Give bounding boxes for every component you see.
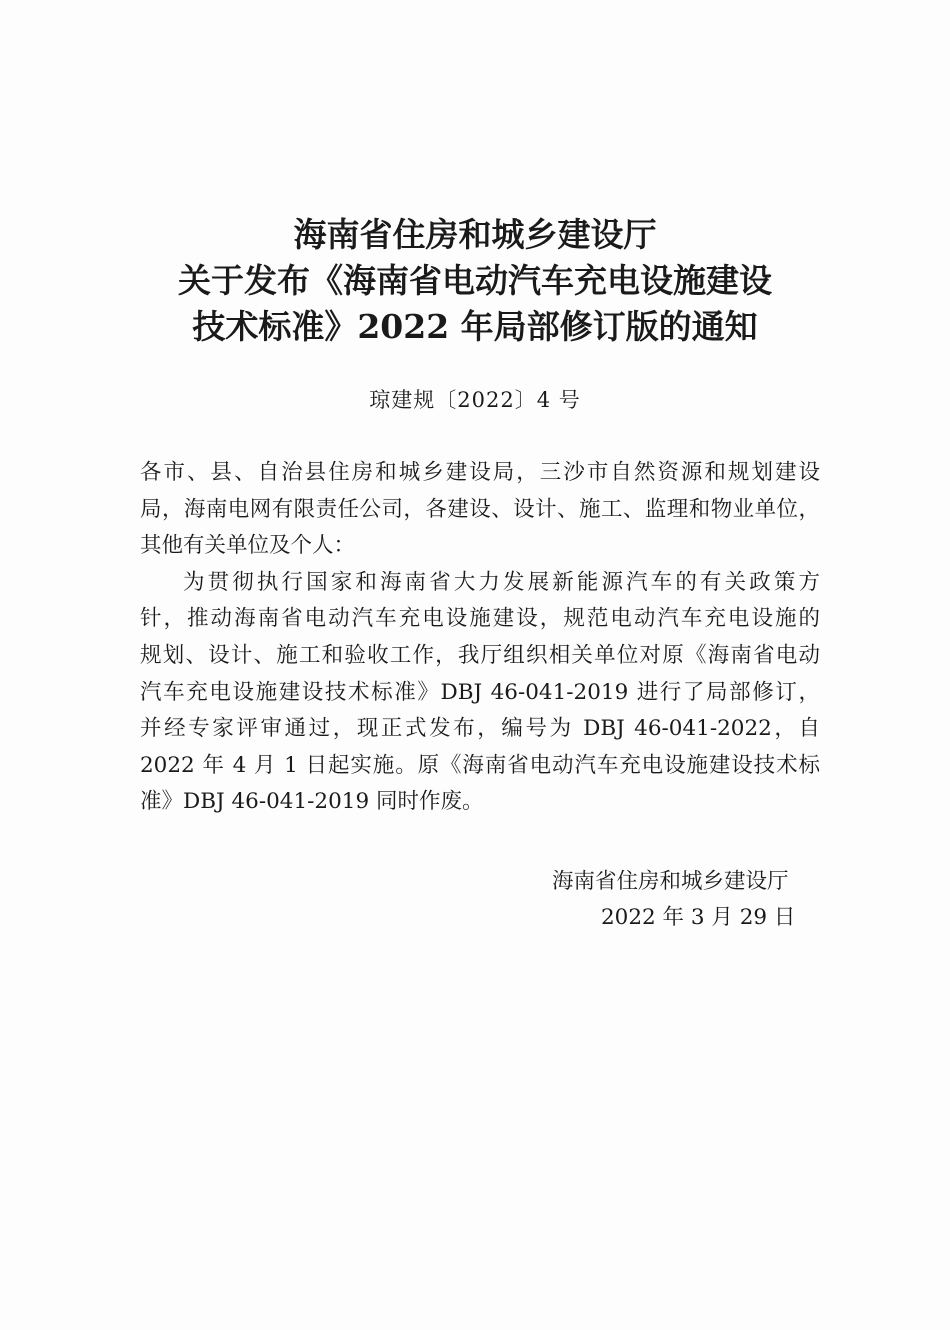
paragraph-line-6: 2022 年 4 月 1 日起实施。原《海南省电动汽车充电设施建设技术标 (140, 752, 820, 778)
document-number: 琼建规〔2022〕4 号 (369, 388, 581, 412)
paragraph-line-3: 规划、设计、施工和验收工作，我厅组织相关单位对原《海南省电动 (140, 642, 820, 668)
notice-title (0, 212, 950, 350)
recipients-line-2: 局，海南电网有限责任公司，各建设、设计、施工、监理和物业单位， (140, 496, 820, 522)
paragraph-line-7: 准》DBJ 46-041-2019 同时作废。 (140, 789, 484, 815)
paragraph-line-4: 汽车充电设施建设技术标准》DBJ 46-041-2019 进行了局部修订， (140, 679, 820, 705)
notice-body (140, 455, 820, 821)
recipients-line-3: 其他有关单位及个人： (140, 533, 356, 559)
signature-organization: 海南省住房和城乡建设厅 (552, 869, 789, 894)
paragraph-line-1: 为贯彻执行国家和海南省大力发展新能源汽车的有关政策方 (183, 569, 820, 595)
title-line-1: 海南省住房和城乡建设厅 (293, 215, 657, 254)
title-line-3: 技术标准》2022 年局部修订版的通知 (192, 307, 758, 346)
signature-date: 2022 年 3 月 29 日 (601, 905, 796, 930)
paragraph-line-5: 并经专家评审通过，现正式发布，编号为 DBJ 46-041-2022，自 (140, 716, 820, 742)
recipients-line-1: 各市、县、自治县住房和城乡建设局，三沙市自然资源和规划建设 (140, 460, 820, 485)
paragraph-line-2: 针，推动海南省电动汽车充电设施建设，规范电动汽车充电设施的 (140, 606, 820, 632)
title-line-2: 关于发布《海南省电动汽车充电设施建设 (178, 261, 772, 300)
